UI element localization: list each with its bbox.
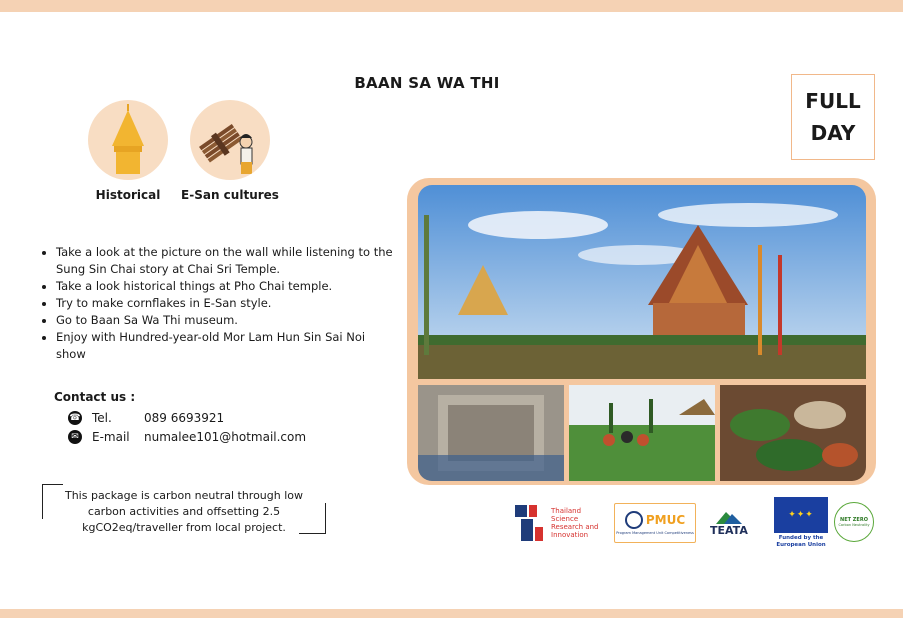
email-address[interactable]: numalee101@hotmail.com — [144, 429, 307, 444]
net-zero-text: NET ZERO — [840, 517, 868, 523]
list-item: • Go to Baan Sa Wa Thi museum. — [56, 312, 396, 329]
esan-food-photo — [720, 385, 866, 481]
duration-line-1: FULL — [805, 89, 861, 113]
category-label: E-San cultures — [181, 188, 279, 202]
carbon-note — [42, 484, 326, 534]
eu-logo — [768, 497, 834, 557]
net-zero-subtext: Carbon Neutrality — [838, 523, 870, 527]
email-label: E-mail — [92, 429, 130, 444]
contact-section — [54, 390, 306, 446]
temple-carving-photo — [418, 385, 564, 481]
rice-field-group-photo — [569, 385, 715, 481]
phone-icon: ☎ — [69, 412, 81, 423]
carbon-note-text: This package is carbon neutral through low carbon activities and offsetting 2.5 kgCO2eq/traveller from local project. — [64, 489, 304, 534]
duration-box — [791, 74, 875, 160]
eu-flag-icon: ✦✦✦ — [774, 497, 828, 533]
phone-label: Tel. — [92, 410, 112, 425]
list-item: • Try to make cornflakes in E-San style. — [56, 295, 396, 312]
teata-logo — [710, 497, 748, 549]
list-item: • Take a look at the picture on the wall while listening to the Sung Sin Chai story at Chai Sri Temple. — [56, 244, 396, 278]
tsri-text: Thailand Science Research and Innovation — [551, 507, 599, 539]
bottom-accent-band — [0, 609, 903, 618]
photo-collage — [407, 178, 876, 485]
temple-festival-photo — [418, 185, 866, 379]
category-esan-cultures — [170, 100, 290, 202]
temple-stupa-icon — [88, 100, 168, 180]
activity-list — [40, 244, 396, 363]
pmuc-subtext: Program Management Unit Competitiveness — [616, 531, 694, 535]
contact-email-row — [68, 427, 306, 446]
teata-text: TEATA — [710, 523, 748, 537]
contact-title: Contact us : — [54, 390, 136, 404]
eu-text: Funded by the European Union — [776, 535, 826, 548]
list-item: • Enjoy with Hundred-year-old Mor Lam Hun Sin Sai Noi show — [56, 329, 396, 363]
pmuc-text: PMUC — [645, 513, 686, 527]
duration-line-2: DAY — [810, 121, 856, 145]
contact-phone-row — [68, 408, 306, 427]
net-zero-badge — [834, 502, 874, 542]
top-accent-band — [0, 0, 903, 12]
phone-number[interactable]: 089 6693921 — [144, 410, 225, 425]
pmuc-logo — [614, 503, 696, 543]
page-title: BAAN SA WA THI — [354, 74, 500, 92]
category-label: Historical — [95, 188, 161, 202]
pmuc-circle-icon — [625, 511, 643, 529]
tsri-logo — [515, 497, 603, 549]
list-item: • Take a look historical things at Pho Chai temple. — [56, 278, 396, 295]
khaen-player-icon — [190, 100, 270, 180]
email-icon: ✉ — [68, 430, 82, 444]
